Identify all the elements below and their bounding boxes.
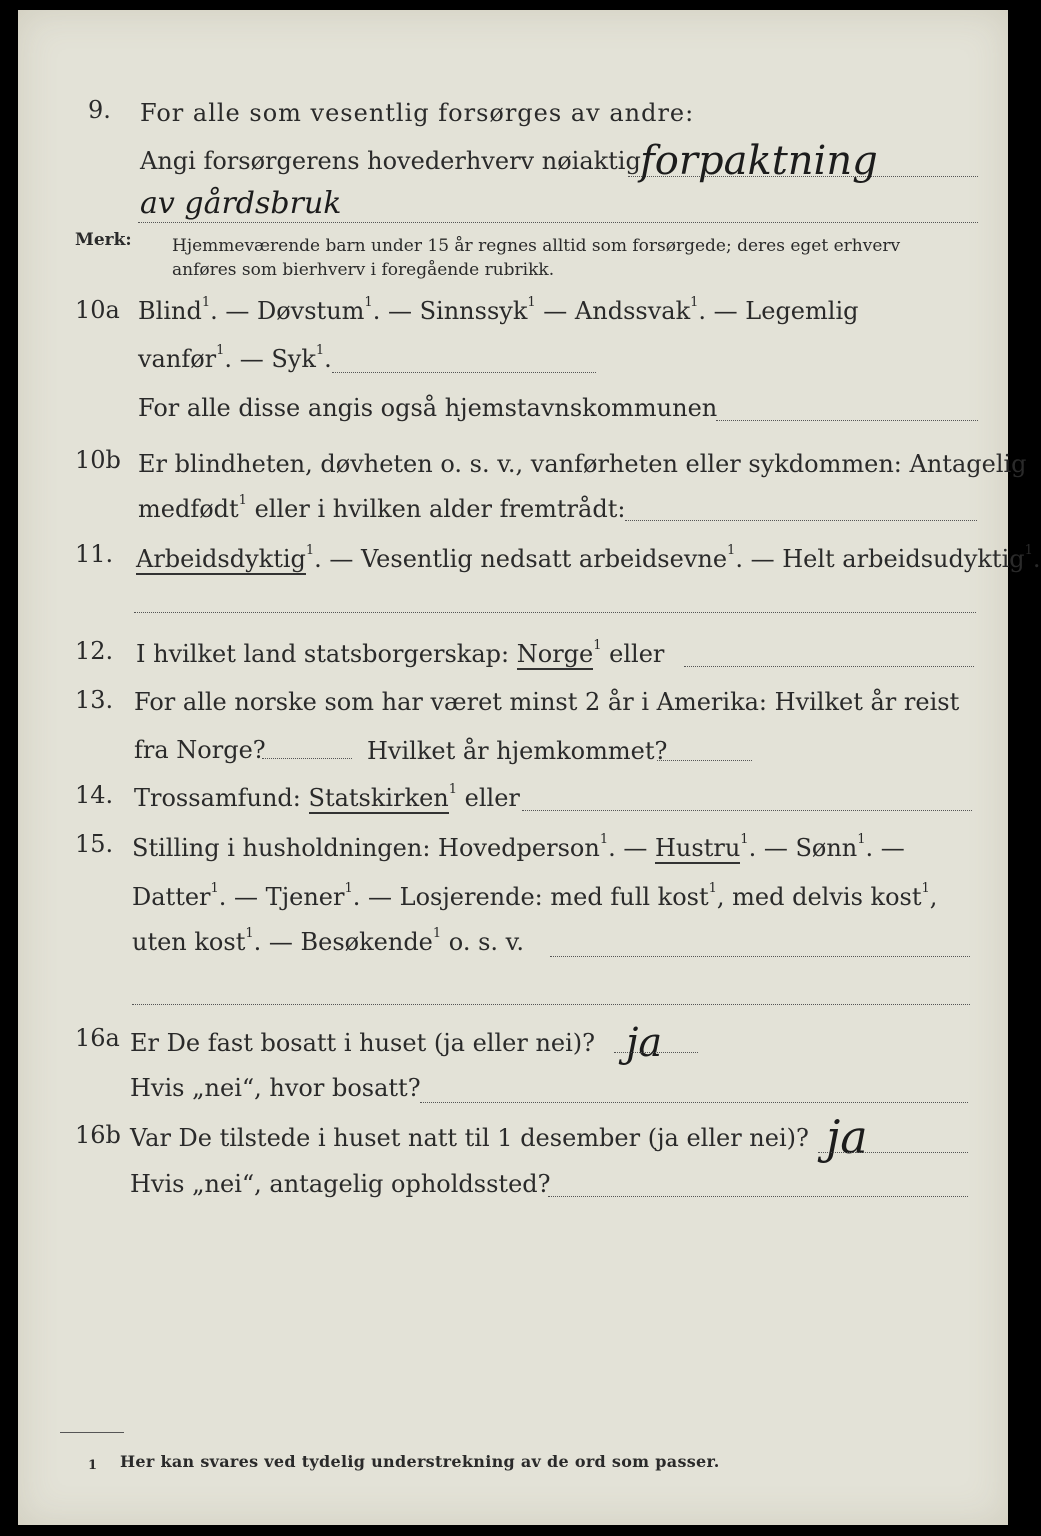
footnote-mark: 1 [88, 1458, 98, 1473]
q11-underlined-arbeidsdyktig: Arbeidsdyktig [136, 545, 306, 573]
q9-line1: For alle som vesentlig forsørges av andre: [140, 99, 695, 127]
q10a-hjemstavn-line [716, 420, 978, 421]
q16b-handwritten-answer: ja [826, 1110, 868, 1164]
q16a-line2: Hvis „nei“, hvor bosatt? [130, 1074, 421, 1102]
q9-handwritten-answer-1: forpaktning [640, 138, 878, 184]
q16a-number: 16a [75, 1024, 120, 1052]
q16b-line2: Hvis „nei“, antagelig opholdssted? [130, 1170, 551, 1198]
merk-line2: anføres som bierhverv i foregående rubrikk. [172, 260, 555, 280]
q11-answer-line [134, 612, 976, 613]
q9-number: 9. [88, 96, 111, 124]
q16b-number: 16b [75, 1121, 121, 1149]
q14-number: 14. [75, 781, 114, 809]
q13-line1: For alle norske som har været minst 2 år i Amerika: Hvilket år reist [134, 688, 960, 716]
q10a-line1: Blind$^1$. — Døvstum$^1$. — Sinnssyk$^1$ — Andssvak$^1$. — Legemlig [138, 295, 859, 325]
q12-answer-line [684, 666, 974, 667]
q14-answer-line [522, 810, 972, 811]
q13-line2b: Hvilket år hjemkommet? [367, 737, 668, 765]
q15-line2: Datter$^1$. — Tjener$^1$. — Losjerende: med full kost$^1$, med delvis kost$^1$, [132, 881, 938, 911]
q16a-line1: Er De fast bosatt i huset (ja eller nei)? [130, 1029, 596, 1057]
merk-line1: Hjemmeværende barn under 15 år regnes alltid som forsørgede; deres eget erhverv [172, 236, 901, 256]
q16b-answer-line [818, 1152, 968, 1153]
q12-line: I hvilket land statsborgerskap: Norge$^1$ eller [136, 638, 665, 668]
q16b-line1: Var De tilstede i huset natt til 1 desember (ja eller nei)? [130, 1124, 809, 1152]
q16a-bosatt-line [420, 1102, 968, 1103]
q13-reist-line [262, 758, 352, 759]
q13-number: 13. [75, 686, 114, 714]
q13-line2a: fra Norge? [134, 736, 266, 764]
q15-answer-line2 [132, 1004, 970, 1005]
q13-hjemkommet-line [657, 760, 752, 761]
q16a-handwritten-answer: ja [626, 1020, 663, 1066]
q15-answer-line1 [550, 956, 970, 957]
q15-underlined-hustru: Hustru [655, 834, 741, 862]
q15-line3: uten kost$^1$. — Besøkende$^1$ o. s. v. [132, 926, 524, 956]
q10b-line1: Er blindheten, døvheten o. s. v., vanførheten eller sykdommen: Antagelig [138, 450, 1027, 478]
q14-line: Trossamfund: Statskirken$^1$ eller [134, 782, 520, 812]
q16a-answer-line [614, 1052, 698, 1053]
q10a-line2: vanfør$^1$. — Syk$^1$. [138, 343, 332, 373]
q9-handwritten-answer-2: av gårdsbruk [140, 186, 342, 221]
q15-line1: Stilling i husholdningen: Hovedperson$^1$. — Hustru$^1$. — Sønn$^1$. — [132, 832, 905, 862]
q12-underlined-norge: Norge [516, 640, 594, 668]
footnote-text: Her kan svares ved tydelig understrekning av de ord som passer. [120, 1452, 720, 1471]
q10b-answer-line [625, 520, 977, 521]
q10a-number: 10a [75, 296, 120, 324]
q11-line: Arbeidsdyktig$^1$. — Vesentlig nedsatt arbeidsevne$^1$. — Helt arbeidsudyktig$^1$. [136, 543, 1041, 573]
q10b-number: 10b [75, 446, 121, 474]
q10b-line2: medfødt$^1$ eller i hvilken alder fremtrådt: [138, 493, 626, 523]
q15-number: 15. [75, 830, 114, 858]
q10a-answer-line [332, 372, 596, 373]
footnote-rule [60, 1432, 124, 1433]
merk-label: Merk: [75, 230, 132, 250]
q12-number: 12. [75, 637, 114, 665]
q16b-opholdssted-line [548, 1196, 968, 1197]
q9-answer-line2 [138, 222, 978, 223]
q9-line2: Angi forsørgerens hovederhverv nøiaktig [140, 147, 641, 175]
q14-underlined-statskirken: Statskirken [308, 784, 449, 812]
q10a-line3: For alle disse angis også hjemstavnskommunen [138, 394, 718, 422]
q11-number: 11. [75, 540, 114, 568]
